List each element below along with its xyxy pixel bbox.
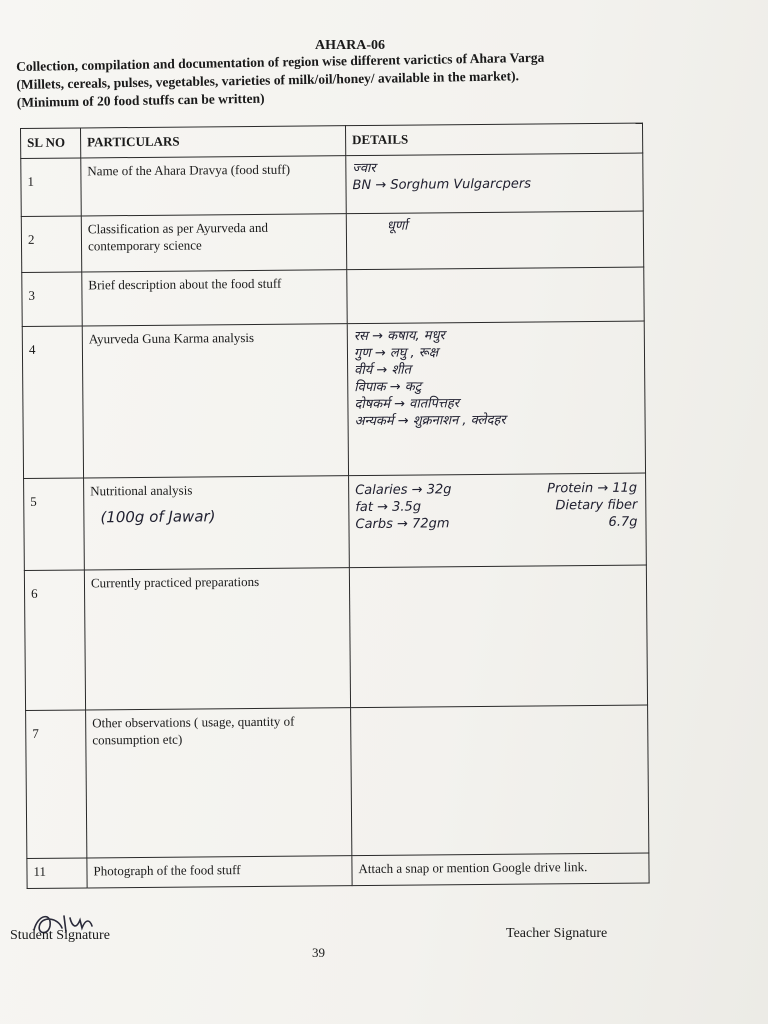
- row-details-handwritten: [346, 153, 643, 214]
- student-signature-label: Student Signature: [10, 928, 110, 943]
- row-particular: Name of the Ahara Dravya (food stuff): [81, 156, 346, 216]
- table-row: [26, 705, 649, 858]
- handwritten-line: रस → कषाय, मधुर: [353, 328, 445, 345]
- nutrition-right-column: [547, 480, 637, 532]
- row-details-empty: [349, 565, 647, 708]
- handwritten-line: विपाक → कटु: [354, 379, 422, 396]
- row-details-handwritten: [349, 473, 647, 568]
- handwritten-line: Protein → 11g: [547, 480, 638, 497]
- row-particular: Other observations ( usage, quantity of consumption etc): [86, 708, 352, 858]
- instruction-line: (Millets, cereals, pulses, vegetables, varieties of milk/oil/honey/ available in the market).: [16, 68, 520, 92]
- row-sl: 6: [24, 570, 85, 711]
- nutrition-values: [355, 478, 640, 540]
- handwritten-line: fat → 3.5g: [355, 499, 422, 516]
- handwritten-line: धूर्णा: [386, 218, 408, 234]
- page-title: AHARA-06: [315, 38, 385, 53]
- page-number: 39: [312, 945, 325, 960]
- header-particulars: PARTICULARS: [81, 126, 346, 158]
- row-details-handwritten: [346, 211, 643, 270]
- teacher-signature-label: Teacher Signature: [506, 926, 608, 941]
- handwritten-line: Calaries → 32g: [355, 482, 452, 499]
- handwritten-line: गुण → लघु , रूक्ष: [353, 345, 439, 362]
- handwritten-line: Carbs → 72gm: [355, 516, 450, 533]
- row-details-empty: [347, 267, 644, 324]
- row-details-empty: [351, 705, 649, 856]
- table-row: [22, 321, 645, 478]
- row-particular: Brief description about the food stuff: [82, 270, 347, 326]
- row-sl: 4: [22, 326, 83, 479]
- row-details-handwritten: [347, 321, 645, 476]
- row-particular: Classification as per Ayurveda and contemporary science: [81, 214, 346, 272]
- row-sl: 11: [27, 858, 87, 889]
- handwritten-line: Dietary fiber: [555, 497, 638, 514]
- table-row: [24, 565, 647, 710]
- row-sl: 1: [21, 158, 82, 217]
- table-row: [21, 153, 643, 216]
- row-sl: 5: [24, 478, 85, 571]
- table-row: [24, 473, 647, 570]
- instruction-line: (Minimum of 20 food stuffs can be written): [16, 90, 265, 110]
- table-row: [27, 853, 649, 888]
- row-details: Attach a snap or mention Google drive link.: [352, 853, 649, 886]
- row-particular: Currently practiced preparations: [84, 568, 350, 710]
- instructions: [16, 47, 657, 112]
- handwritten-line: अन्यकर्म → शुक्रनाशन , क्लेदहर: [354, 412, 506, 430]
- handwritten-note: (100g of Jawar): [100, 507, 216, 527]
- row-particular-label: Nutritional analysis: [90, 482, 193, 499]
- handwritten-line: ज्वार: [352, 160, 376, 177]
- row-sl: 3: [22, 272, 82, 327]
- handwritten-line: 6.7g: [608, 514, 638, 530]
- header-details: DETAILS: [345, 123, 642, 156]
- header-sl-no: SL NO: [21, 128, 81, 159]
- handwritten-line: वीर्य → शीत: [354, 362, 412, 379]
- form-table: [20, 123, 649, 884]
- table-row: [22, 267, 644, 326]
- row-particular: [84, 476, 350, 570]
- row-sl: 7: [26, 710, 87, 859]
- handwritten-line: BN → Sorghum Vulgarcpers: [352, 176, 532, 194]
- nutrition-left-column: [355, 481, 452, 533]
- table-row: [21, 211, 643, 272]
- row-particular: Photograph of the food stuff: [87, 856, 352, 888]
- row-sl: 2: [21, 216, 81, 273]
- row-particular: Ayurveda Guna Karma analysis: [82, 324, 348, 478]
- instruction-line: Collection, compilation and documentation of region wise different varictics of Ahara Varga: [16, 49, 545, 74]
- handwritten-line: दोषकर्म → वातपित्तहर: [354, 396, 460, 413]
